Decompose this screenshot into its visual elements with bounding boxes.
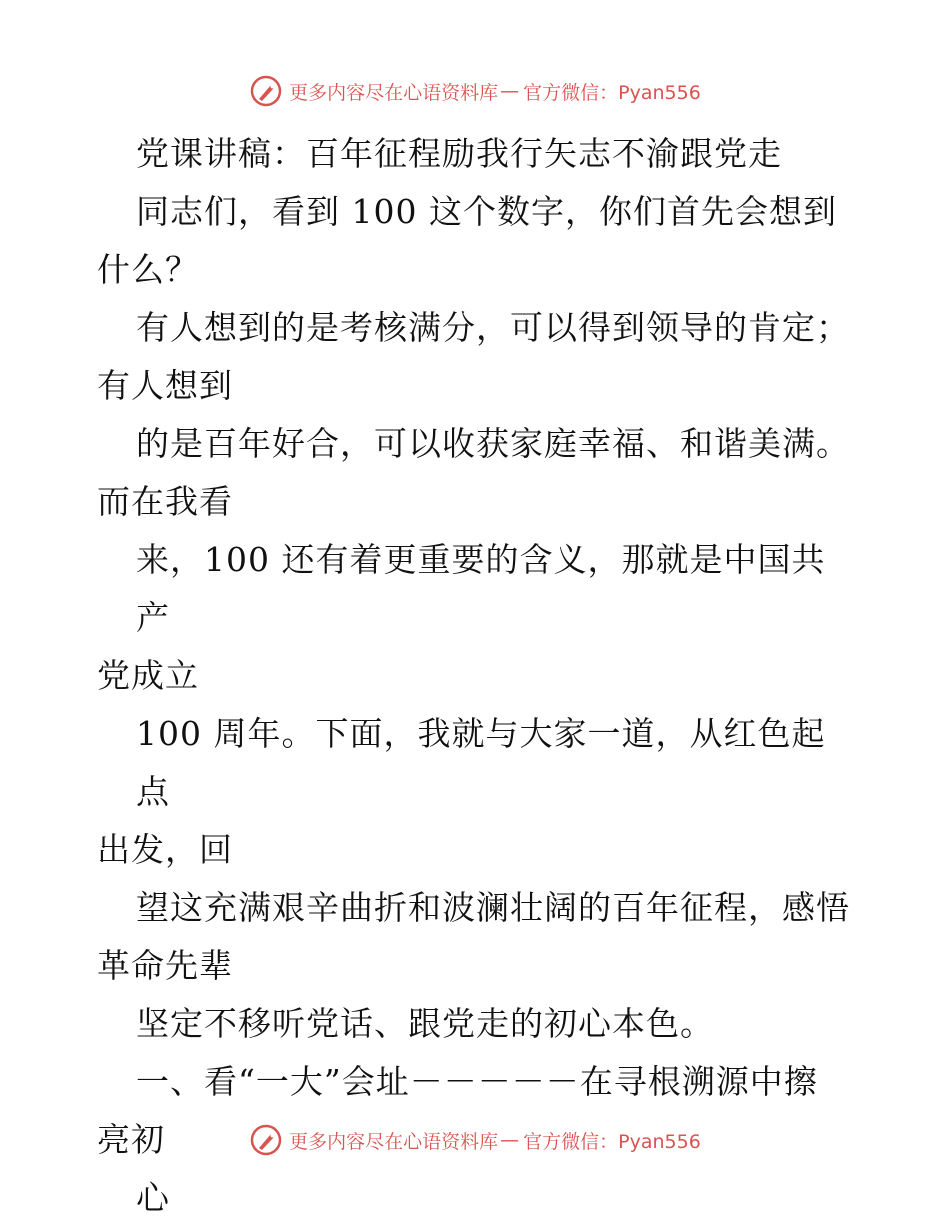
paragraph-line: 坚定不移听党话、跟党走的初心本色。 bbox=[136, 1004, 714, 1043]
section-heading: 一、看“一大”会址－－－－－在寻根溯源中擦 bbox=[136, 1062, 818, 1101]
paragraph-line: 望这充满艰辛曲折和波澜壮阔的百年征程，感悟 bbox=[136, 888, 850, 927]
banner-separator: — bbox=[500, 1129, 520, 1151]
paragraph-line: 革命先辈 bbox=[97, 946, 233, 985]
paragraph-line: 有人想到的是考核满分，可以得到领导的肯定； bbox=[136, 308, 850, 347]
paragraph-line: 党成立 bbox=[97, 656, 199, 695]
document-title: 党课讲稿：百年征程励我行矢志不渝跟党走 bbox=[136, 134, 782, 173]
banner-text: 更多内容尽在心语资料库 bbox=[289, 81, 499, 104]
paragraph-line: 出发，回 bbox=[97, 830, 233, 869]
paragraph-line: 来，100 还有着更重要的含义，那就是中国共产 bbox=[136, 540, 826, 637]
header-watermark-banner bbox=[0, 71, 950, 111]
banner-text: 更多内容尽在心语资料库 bbox=[289, 1130, 499, 1153]
footer-watermark-banner bbox=[0, 1120, 950, 1160]
banner-official-wechat: 官方微信：Pyan556 bbox=[523, 1130, 701, 1153]
pen-logo-icon bbox=[249, 74, 283, 108]
section-heading-continued: 亮初 bbox=[97, 1120, 165, 1159]
pen-logo-icon bbox=[249, 1123, 283, 1157]
section-heading-continued: 心 bbox=[136, 1178, 170, 1217]
banner-official-wechat: 官方微信：Pyan556 bbox=[523, 81, 701, 104]
paragraph-line: 100 周年。下面，我就与大家一道，从红色起点 bbox=[136, 714, 826, 811]
paragraph-line: 的是百年好合，可以收获家庭幸福、和谐美满。 bbox=[136, 424, 850, 463]
paragraph-line: 什么？ bbox=[97, 250, 199, 289]
document-body bbox=[97, 125, 857, 1227]
banner-separator: — bbox=[500, 80, 520, 102]
paragraph-line: 有人想到 bbox=[97, 366, 233, 405]
paragraph-line: 而在我看 bbox=[97, 482, 233, 521]
paragraph-line: 同志们，看到 100 这个数字，你们首先会想到 bbox=[136, 192, 837, 231]
